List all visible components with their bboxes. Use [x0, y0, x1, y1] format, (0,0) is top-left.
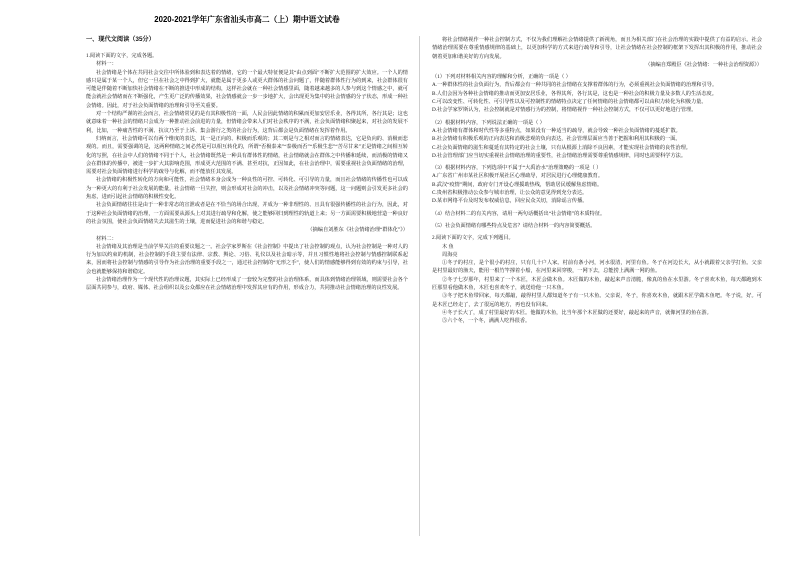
story-paragraph: ①冬子的村庄，是个很小的村庄，只有几十户人家。村前有条小河，河水很清，河里有鱼。冬子在河边长大，从小就跟着父亲学打鱼。父亲是村里最好的渔夫，能用一根竹竿撑着小船，在河里来回穿梭，一网下去，总能捞上满满一网的鱼。: [432, 260, 762, 275]
paragraph: 社会情绪的积极性转化的方向和可能性，社会情绪本身会成为一种良性的可控、可转化、可引导的力量，而且社会情绪的传播性也可以成为一种更大的有利于社会发展的能量，社会情绪一旦失控，则会形成对社会的冲击，以及社会情绪冲突等问题，这一问题则会引发更多社会的焦虑，进而引起社会情绪的积极性变化。: [86, 177, 408, 201]
source-note: （摘编自刘胜东《社会情绪治理“群体化”》）: [307, 227, 408, 234]
material-label: 材料二：: [96, 235, 117, 242]
option: B.人们会因为各种社会情绪的推动而更加安居乐业，各得其所，各行其是，这也是一种社会的积极力量及多数人的生活态度。: [432, 90, 717, 97]
material-label: 材料一：: [96, 61, 117, 68]
story-title: 木 鱼: [442, 243, 454, 250]
option: D.某市网络平台及时发布权威信息，回应民众关切，消除谣言传播。: [432, 198, 588, 205]
paragraph: 社会情绪是个体在共同社会交往中所体验到和表达着的情绪，它的一个最大特征便是其“由点到面”不断扩大范围的扩大效应。一个人的情感只是属于某一个人，但它一旦在社会之中得到扩大，就能是属于更多人或更大群体的社会问题了，伴随着群体性行为的到来，社会群体很有可能是伴随着不断加快社会情绪在不断的推进中形成的结构，这样社会就在一种社会情感里面，随着越来越多的人参与到这个情感之中，就可能会就社会情绪而在不断强化，产生更广泛的传播效果，社会情感就会一步一步地扩大，会出现更为集中的社会情感的分子状态，形成一种社会情绪。因此，对于社会负面情绪的治理和引导至关重要。: [86, 69, 408, 109]
option: C.贵州省积极推动公众参与城市治理，让公众的意见得到充分表达。: [432, 190, 588, 197]
section-heading: 一、现代文阅读（35分）: [86, 36, 155, 43]
option: C.可以改变性、可转化性、可引导性以及可控制性的情绪特点决定了任何情绪的社会情绪都可以由积力转化为积极力量。: [432, 99, 707, 106]
question-intro: 2.阅读下面的文字，完成下列题目。: [432, 235, 514, 242]
paragraph: 社会情绪及其治理是当前学界关注的重要议题之一。社会学家罗斯在《社会控制》中提出了社会控制的观点，认为社会控制是一种对人的行为加以约束的机制，社会控制的手段主要有法律、宗教、舆论、习俗、礼仪以及社会暗示等，并且习惯性地将社会控制与情感控制联系起来，因而将社会控制与情感的引导作为社会治理的重要手段之一，通过社会控制的“无形之手”，使人们的情感能够得到有效的约束与引导，社会也就能够保持和谐稳定。: [86, 243, 408, 275]
left-column: [86, 34, 408, 293]
story-paragraph: ③冬子把木鱼带回家，每天都敲，敲得村里人都知道冬子有一只木鱼。父亲说，冬子，你喜欢木鱼，就跟木匠学做木鱼吧。冬子说，好。可是木匠已经走了，去了很远的地方，再也没有回来。: [432, 293, 762, 308]
option: D.社会学家罗斯认为，社会控制就是对情感行为的控制，将情绪视作一种社会控制方式，不仅可以更好地进行管理。: [432, 107, 697, 114]
story-paragraph: ②冬子七岁那年，村里来了一个木匠，木匠会做木鱼。木匠做的木鱼，敲起来声音清脆，像真的鱼在水里游。冬子喜欢木鱼，每天都跑到木匠那里看他做木鱼，木匠也喜欢冬子，就送给他一只木鱼。: [432, 276, 762, 292]
paragraph: 对一个结构严谨的社会而言，社会情绪常见的是有其积极性的一面，人民会因此情绪的积累而更加安居乐业，各得其所，各行其是；这也就意味着一种社会的情绪只会成为一种推动社会前进的力量，但情绪会带来人们对社会秩序的不满，社会负面情绪积聚起来，对社会的发展不利，比如，一种痛苦性的不满、抗议乃至于上诉、集会游行之类的社会行为，这背后都会是负面情绪在发挥着作用。: [86, 111, 408, 134]
story-author: 周海亮: [442, 251, 458, 258]
source-note: （摘编自郑殿臣《社会情绪：一种社会治理资源》）: [645, 61, 762, 68]
paragraph: 将社会情绪视作一种社会控制方式，不仅为我们理解社会情绪提供了新视角，而且为相关部门在社会治理的实践中提供了有益的启示。社会情绪治理需要在尊重情感规律的基础上，以更加科学的方式来进行疏导和引导，让社会情绪在社会控制的框架下发挥出其积极的作用，推动社会朝着更加和谐美好的方向发展。: [432, 37, 762, 60]
option: C.社会负面情绪的滋生和蔓延有其特定的社会土壤，只有从根源上消除不良因素，才能实现社会情绪的良性治理。: [432, 144, 691, 151]
exam-title: 2020-2021学年广东省汕头市高二（上）期中语文试卷: [154, 15, 340, 24]
story-paragraph: ⑤六个冬，一个冬，满满人吃得很香。: [442, 318, 531, 325]
paragraph: 社会负面情绪往往是由于一种非常态的宣泄或者是在不恰当的场合出现，并成为一种非理性的、且具有很强传播性的社会行为，因此，对于这种社会负面情绪的治理，一方面需要从源头上对其进行疏导和化解，使之能够回归到理性的轨道上来；另一方面需要积极地营造一种良好的社会氛围，使社会负面情绪失去其滋生的土壤，进而促进社会的和谐与稳定。: [86, 202, 408, 225]
option: D.社会管理部门应当切实重视社会情绪治理的重要性，社会情绪治理需要尊重情感规律，同时也需要科学方法。: [432, 152, 687, 159]
question: （5）社会负面情绪有哪些特点及危害？请结合材料一的内容简要概括。: [432, 222, 596, 229]
paragraph: 社会情绪治理作为一个现代性的治理议题，其实际上已经形成了一套较为完整的社会治理体系，而具体到情绪治理领域，则需要社会各个层面共同参与，政府、媒体、社会组织以及公众都应在社会情绪治理中发挥其应有的作用，形成合力，共同推动社会情绪治理的良性发展。: [86, 277, 408, 292]
question: （1）下列对材料相关内容的理解和分析，正确的一项是（ ）: [432, 74, 571, 81]
question: （2）根据材料内容，下列说法正确的一项是（ ）: [432, 119, 545, 126]
question: （4）结合材料二的有关内容，请用一两句话概括出“社会情绪”的本质特征。: [432, 210, 606, 217]
right-column: [432, 36, 762, 326]
option: A.广东省广州市某社区积极开展社区心理疏导，对居民进行心理健康教育。: [432, 173, 604, 180]
option: B.武汉“疫情”期间，政府专门开设心理援助热线，帮助居民缓解焦虑情绪。: [432, 181, 603, 188]
question: （3）根据材料内容，下列选项中不属于“大禹治水”治理策略的一项是（ ）: [432, 165, 602, 172]
column-divider: [419, 36, 420, 536]
question-intro: 1.阅读下面的文字，完成各题。: [86, 53, 158, 59]
story-paragraph: ④冬子长大了，成了村里最好的木匠。他做的木鱼，比当年那个木匠做的还要好，敲起来的声音，就像河里的鱼在游。: [442, 309, 712, 316]
option: A.社会情绪有群体和时代性等多重特点，如果没有一种适当的疏导，就会导致一种社会负面情绪的蔓延扩散。: [432, 127, 681, 134]
paragraph: 归纳而言，社会情绪可以有两个维度的表达，其一是正向的、积极而乐观的；其二则是与之相对而言的情绪表达，它是负向的、消极而悲观的。而且，需要强调的是，这两种情绪之间必然是可以相互转化的，所谓“否极泰来”“泰极而否”“乐极生悲”“苦尽甘来”正是情绪之间相互转化的写照，在社会中人们的情绪不同于个人，社会情绪既然是一种具有群体性的情绪，社会情绪就会在群体之中传播和延续，而消极的情绪又会在群体的传播中，被进一步扩大其影响范围，形成更大范围的不满、甚至对抗，正因如此，在社会治理中，需要重视社会负面情绪的治理，需要对社会负面情绪进行科学的疏导与化解，而不能放任其发展。: [86, 135, 408, 176]
option: A.一种群体性的社会负面行为，背后都会有一种共同的社会情绪在支撑着群体的行为，必须重视社会负面情绪的治理和引导。: [432, 82, 718, 89]
option: B.社会情绪有积极乐观的正向表达和消极悲观的负向表达，社会管理层面应当善于把握和利用其积极的一面。: [432, 136, 681, 143]
